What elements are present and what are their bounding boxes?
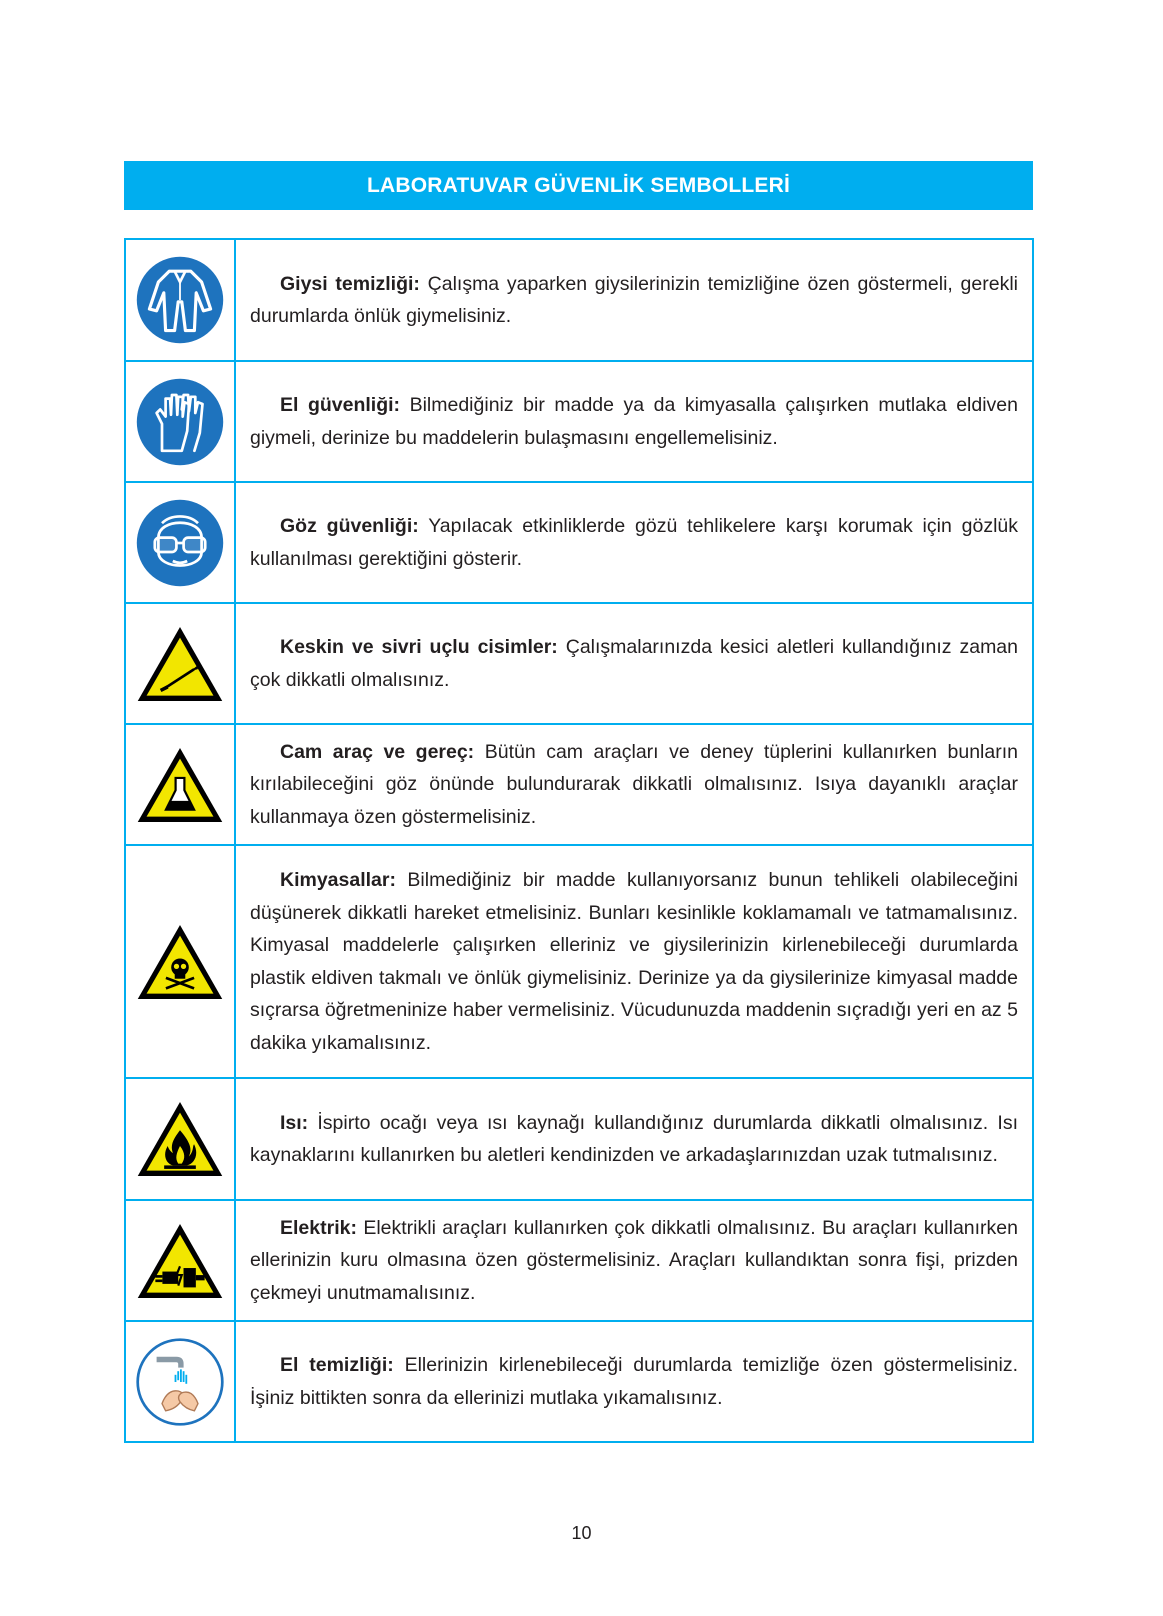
description-cell (236, 725, 1032, 844)
electric-plug-warning-icon (136, 1222, 224, 1300)
description-cell (236, 362, 1032, 481)
description-cell (236, 604, 1032, 723)
page-number: 10 (571, 1523, 592, 1543)
skull-warning-icon (136, 923, 224, 1001)
table-row-hand-safety (126, 360, 1032, 481)
description-text: El temizliği: Ellerinizin kirlenebileceği durumlarda temizliğe özen göstermelisiniz. İşiniz bittikten sonra da ellerinizi mutlaka yıkamalısınız. (250, 1354, 1018, 1409)
description-cell (236, 240, 1032, 360)
icon-cell (126, 725, 236, 844)
table-row-eye-safety (126, 481, 1032, 602)
icon-cell (126, 1201, 236, 1320)
table-row-electric (126, 1199, 1032, 1320)
description-text: Giysi temizliği: Çalışma yaparken giysilerinizin temizliğine özen göstermeli, gerekli durumlarda önlük giymelisiniz. (250, 272, 1018, 327)
table-row-glassware (126, 723, 1032, 844)
description-cell (236, 483, 1032, 602)
icon-cell (126, 362, 236, 481)
description-cell (236, 1201, 1032, 1320)
page-title: LABORATUVAR GÜVENLİK SEMBOLLERİ (124, 161, 1033, 210)
lab-coat-icon (135, 255, 225, 345)
description-text: Cam araç ve gereç: Bütün cam araçları ve deney tüplerini kullanırken bunların kırılabileceğini göz önünde bulundurarak dikkatli olmalısınız. Isıya dayanıklı araçlar kullanmaya özen göstermelisiniz. (250, 740, 1018, 828)
icon-cell (126, 846, 236, 1077)
sharp-object-warning-icon (136, 625, 224, 703)
description-text: Isı: İspirto ocağı veya ısı kaynağı kullandığınız durumlarda dikkatli olmalısınız. Isı kaynaklarını kullanırken bu aletleri kendinizden ve arkadaşlarınızdan uzak tutmalısınız. (250, 1111, 1018, 1166)
safety-symbols-table (124, 238, 1034, 1443)
description-cell (236, 1322, 1032, 1441)
gloves-icon (135, 377, 225, 467)
description-text: Kimyasallar: Bilmediğiniz bir madde kullanıyorsanız bunun tehlikeli olabileceğini düşünerek dikkatli hareket etmelisiniz. Bunları kesinlikle koklamamalı ve tatmamalısınız. Kimyasal maddelerle çalışırken elleriniz ve giysilerinizin kirlenebileceği durumlarda plastik eldiven takmalı ve önlük giymelisiniz. Derinize ya da giysilerinize kimyasal madde sıçrarsa öğretmeninize haber vermelisiniz. Vücudunuzda maddenin sıçradığı yeri en az 5 dakika yıkamalısınız. (250, 869, 1018, 1054)
goggles-icon (135, 498, 225, 588)
table-row-hand-hygiene (126, 1320, 1032, 1441)
description-cell (236, 1079, 1032, 1199)
table-row-sharp-objects (126, 602, 1032, 723)
glassware-warning-icon (136, 746, 224, 824)
description-text: El güvenliği: Bilmediğiniz bir madde ya da kimyasalla çalışırken mutlaka eldiven giymeli, derinize bu maddelerin bulaşmasını engellemelisiniz. (250, 394, 1018, 449)
icon-cell (126, 483, 236, 602)
table-row-chemicals (126, 844, 1032, 1077)
flame-warning-icon (136, 1100, 224, 1178)
description-text: Göz güvenliği: Yapılacak etkinliklerde gözü tehlikelere karşı korumak için gözlük kullanılması gerektiğini gösterir. (250, 515, 1018, 570)
table-row-heat (126, 1077, 1032, 1199)
icon-cell (126, 1322, 236, 1441)
icon-cell (126, 1079, 236, 1199)
table-row-clothing (126, 240, 1032, 360)
description-cell (236, 846, 1032, 1077)
description-text: Keskin ve sivri uçlu cisimler: Çalışmalarınızda kesici aletleri kullandığınız zaman çok dikkatli olmalısınız. (250, 636, 1018, 691)
icon-cell (126, 604, 236, 723)
description-text: Elektrik: Elektrikli araçları kullanırken çok dikkatli olmalısınız. Bu araçları kullanırken ellerinizin kuru olmasına özen göstermelisiniz. Araçları kullandıktan sonra fişi, prizden çekmeyi unutmamalısınız. (250, 1216, 1018, 1304)
hand-washing-icon (135, 1337, 225, 1427)
icon-cell (126, 240, 236, 360)
